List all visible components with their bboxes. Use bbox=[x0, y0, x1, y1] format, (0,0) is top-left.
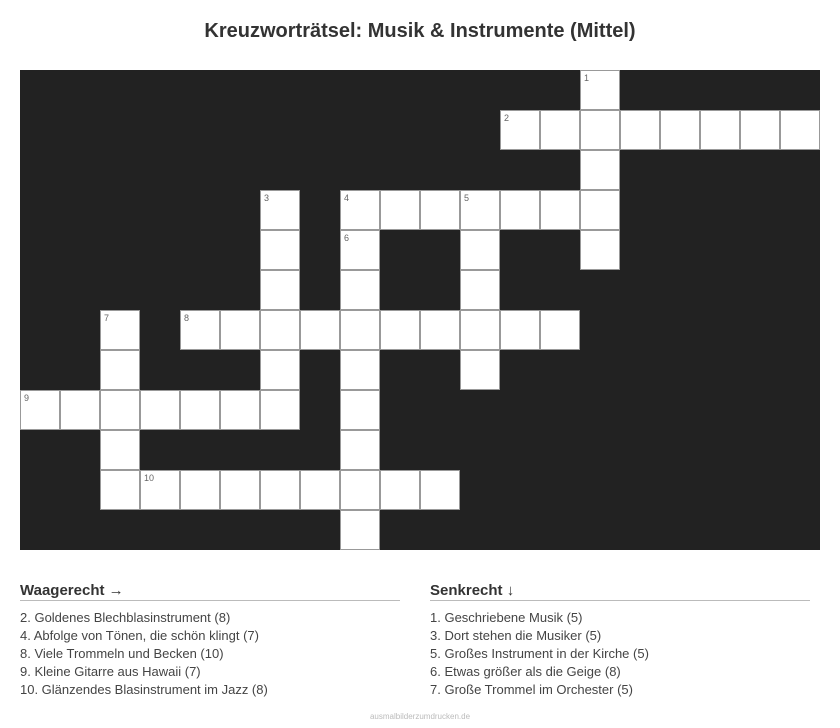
crossword-cell[interactable] bbox=[420, 310, 460, 350]
crossword-cell[interactable] bbox=[420, 470, 460, 510]
clue-number: 8 bbox=[184, 313, 190, 323]
clue-down-6: 6. Etwas größer als die Geige (8) bbox=[430, 664, 621, 679]
crossword-cell[interactable] bbox=[260, 270, 300, 310]
crossword-cell-6[interactable] bbox=[340, 230, 380, 270]
crossword-cell-9[interactable] bbox=[20, 390, 60, 430]
clue-across-4: 4. Abfolge von Tönen, die schön klingt (7) bbox=[20, 628, 259, 643]
crossword-cell[interactable] bbox=[220, 310, 260, 350]
crossword-cell[interactable] bbox=[380, 190, 420, 230]
crossword-cell[interactable] bbox=[580, 150, 620, 190]
clue-across-9: 9. Kleine Gitarre aus Hawaii (7) bbox=[20, 664, 201, 679]
clue-down-3: 3. Dort stehen die Musiker (5) bbox=[430, 628, 602, 643]
crossword-cell[interactable] bbox=[540, 310, 580, 350]
crossword-cell[interactable] bbox=[260, 230, 300, 270]
crossword-cell-2[interactable] bbox=[500, 110, 540, 150]
clue-number: 7 bbox=[104, 313, 110, 323]
crossword-cell[interactable] bbox=[100, 350, 140, 390]
across-heading: Waagerecht → bbox=[20, 582, 400, 601]
crossword-cell[interactable] bbox=[340, 510, 380, 550]
clue-down-7: 7. Große Trommel im Orchester (5) bbox=[430, 682, 633, 697]
crossword-cell[interactable] bbox=[100, 430, 140, 470]
crossword-cell[interactable] bbox=[340, 430, 380, 470]
crossword-cell[interactable] bbox=[500, 190, 540, 230]
clue-number: 9 bbox=[24, 393, 30, 403]
clue-across-10: 10. Glänzendes Blasinstrument im Jazz (8) bbox=[20, 682, 268, 697]
crossword-cell[interactable] bbox=[260, 350, 300, 390]
clue-down-5: 5. Großes Instrument in der Kirche (5) bbox=[430, 646, 649, 661]
crossword-cell[interactable] bbox=[340, 270, 380, 310]
crossword-cell[interactable] bbox=[460, 230, 500, 270]
crossword-cell-5[interactable] bbox=[460, 190, 500, 230]
across-clue-list bbox=[20, 609, 400, 699]
crossword-cell[interactable] bbox=[300, 310, 340, 350]
crossword-cell[interactable] bbox=[780, 110, 820, 150]
clue-number: 3 bbox=[264, 193, 270, 203]
crossword-cell[interactable] bbox=[100, 390, 140, 430]
crossword-cell[interactable] bbox=[460, 270, 500, 310]
crossword-cell-1[interactable] bbox=[580, 70, 620, 110]
crossword-cell-8[interactable] bbox=[180, 310, 220, 350]
clue-across-8: 8. Viele Trommeln und Becken (10) bbox=[20, 646, 224, 661]
crossword-cell[interactable] bbox=[300, 470, 340, 510]
crossword-cell[interactable] bbox=[260, 310, 300, 350]
crossword-cell[interactable] bbox=[620, 110, 660, 150]
clue-number: 2 bbox=[504, 113, 510, 123]
crossword-cell[interactable] bbox=[460, 350, 500, 390]
page-title: Kreuzworträtsel: Musik & Instrumente (Mittel) bbox=[204, 20, 636, 42]
crossword-cell[interactable] bbox=[380, 470, 420, 510]
across-clues-section bbox=[20, 582, 400, 699]
crossword-cell[interactable] bbox=[380, 310, 420, 350]
down-clues-section bbox=[430, 582, 810, 699]
crossword-grid bbox=[20, 70, 820, 550]
crossword-cell[interactable] bbox=[180, 390, 220, 430]
crossword-cell[interactable] bbox=[740, 110, 780, 150]
crossword-cell-10[interactable] bbox=[140, 470, 180, 510]
clue-number: 5 bbox=[464, 193, 470, 203]
crossword-cell[interactable] bbox=[460, 310, 500, 350]
clue-down-1: 1. Geschriebene Musik (5) bbox=[430, 610, 583, 625]
clue-across-2: 2. Goldenes Blechblasinstrument (8) bbox=[20, 610, 231, 625]
crossword-cell-3[interactable] bbox=[260, 190, 300, 230]
crossword-cell[interactable] bbox=[580, 190, 620, 230]
crossword-cell-7[interactable] bbox=[100, 310, 140, 350]
crossword-cell[interactable] bbox=[540, 110, 580, 150]
crossword-cell[interactable] bbox=[580, 230, 620, 270]
crossword-cell[interactable] bbox=[260, 470, 300, 510]
crossword-cell[interactable] bbox=[140, 390, 180, 430]
crossword-cell[interactable] bbox=[700, 110, 740, 150]
crossword-cell[interactable] bbox=[340, 470, 380, 510]
crossword-cell[interactable] bbox=[100, 470, 140, 510]
crossword-cell[interactable] bbox=[260, 390, 300, 430]
crossword-cell-4[interactable] bbox=[340, 190, 380, 230]
crossword-cell[interactable] bbox=[580, 110, 620, 150]
crossword-cell[interactable] bbox=[500, 310, 540, 350]
crossword-cell[interactable] bbox=[540, 190, 580, 230]
clue-number: 4 bbox=[344, 193, 350, 203]
down-heading: Senkrecht ↓ bbox=[430, 582, 810, 601]
down-clue-list bbox=[430, 609, 810, 699]
clue-number: 10 bbox=[144, 473, 155, 483]
crossword-cell[interactable] bbox=[420, 190, 460, 230]
crossword-cell[interactable] bbox=[220, 470, 260, 510]
clue-number: 1 bbox=[584, 73, 590, 83]
crossword-cell[interactable] bbox=[180, 470, 220, 510]
clue-number: 6 bbox=[344, 233, 350, 243]
crossword-cell[interactable] bbox=[340, 390, 380, 430]
crossword-cell[interactable] bbox=[60, 390, 100, 430]
crossword-cell[interactable] bbox=[220, 390, 260, 430]
crossword-cell[interactable] bbox=[340, 350, 380, 390]
crossword-cell[interactable] bbox=[340, 310, 380, 350]
crossword-cell[interactable] bbox=[660, 110, 700, 150]
footer-credit: ausmalbilderzumdrucken.de bbox=[369, 712, 471, 721]
